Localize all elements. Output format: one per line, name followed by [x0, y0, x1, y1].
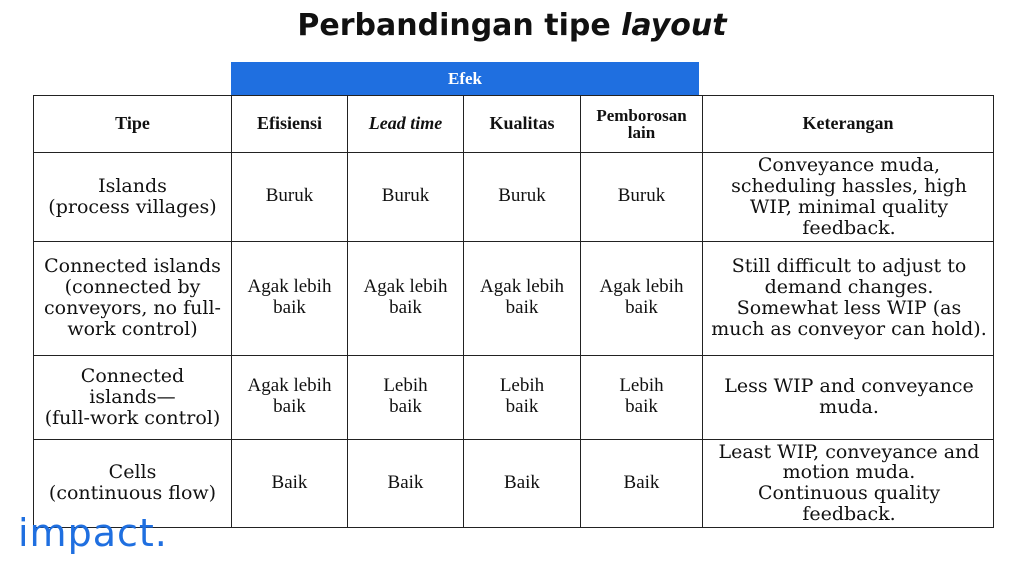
cell-pemborosan: Agak lebih baik: [581, 241, 703, 355]
cell-tipe: Cells (continuous flow): [34, 439, 232, 528]
page-title-main: Perbandingan tipe: [297, 8, 611, 43]
table-row: [34, 355, 994, 439]
impact-logo: impact.: [18, 511, 168, 555]
col-header-keterangan: Keterangan: [703, 96, 994, 153]
cell-tipe: Islands (process villages): [34, 153, 232, 242]
cell-efisiensi: Baik: [232, 439, 348, 528]
table-row: [34, 439, 994, 528]
cell-tipe: Connected islands— (full-work control): [34, 355, 232, 439]
cell-kualitas: Baik: [464, 439, 581, 528]
cell-pemborosan: Buruk: [581, 153, 703, 242]
cell-lead-time: Lebih baik: [348, 355, 464, 439]
cell-efisiensi: Agak lebih baik: [232, 355, 348, 439]
cell-kualitas: Lebih baik: [464, 355, 581, 439]
col-header-tipe: Tipe: [34, 96, 232, 153]
cell-lead-time: Agak lebih baik: [348, 241, 464, 355]
efek-header: Efek: [231, 62, 699, 95]
comparison-table: [33, 95, 994, 528]
col-header-kualitas: Kualitas: [464, 96, 581, 153]
table-row: [34, 241, 994, 355]
col-header-lead-time: Lead time: [348, 96, 464, 153]
cell-kualitas: Buruk: [464, 153, 581, 242]
cell-pemborosan: Lebih baik: [581, 355, 703, 439]
cell-lead-time: Baik: [348, 439, 464, 528]
cell-efisiensi: Agak lebih baik: [232, 241, 348, 355]
cell-keterangan: Still difficult to adjust to demand changes. Somewhat less WIP (as much as conveyor can hold).: [703, 241, 994, 355]
table-header-row: [34, 96, 994, 153]
cell-lead-time: Buruk: [348, 153, 464, 242]
col-header-efisiensi: Efisiensi: [232, 96, 348, 153]
page-title-emph: layout: [621, 8, 727, 43]
cell-efisiensi: Buruk: [232, 153, 348, 242]
col-header-pemborosan: Pemborosan lain: [581, 96, 703, 153]
cell-keterangan: Less WIP and conveyance muda.: [703, 355, 994, 439]
cell-keterangan: Least WIP, conveyance and motion muda. Continuous quality feedback.: [703, 439, 994, 528]
table-row: [34, 153, 994, 242]
cell-kualitas: Agak lebih baik: [464, 241, 581, 355]
page-title: [0, 8, 1024, 43]
cell-tipe: Connected islands (connected by conveyors, no full- work control): [34, 241, 232, 355]
cell-keterangan: Conveyance muda, scheduling hassles, high WIP, minimal quality feedback.: [703, 153, 994, 242]
cell-pemborosan: Baik: [581, 439, 703, 528]
